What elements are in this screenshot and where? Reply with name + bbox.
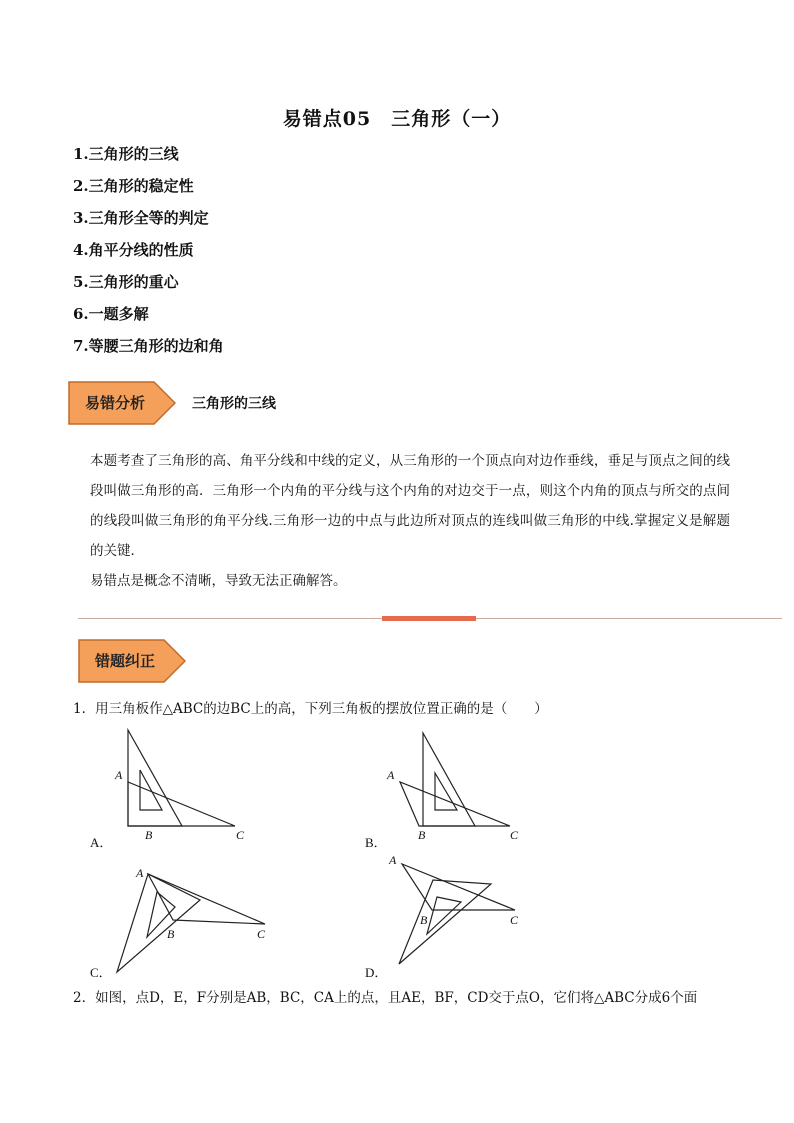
topic-item: 4.角平分线的性质: [73, 241, 194, 259]
figure-option-d: [385, 852, 560, 972]
option-c: C．: [90, 965, 112, 980]
point-label-a: A: [389, 853, 397, 867]
point-label-c: C: [510, 913, 519, 927]
option-b: B．: [365, 835, 387, 850]
analysis-text: [90, 446, 730, 596]
topic-item: 5.三角形的重心: [73, 273, 179, 291]
topic-item: 6.一题多解: [73, 305, 149, 323]
topic-list: [73, 143, 224, 367]
page-title: 易错点05 三角形（一）: [282, 108, 512, 130]
divider-accent: [382, 616, 476, 621]
point-label-b: B: [418, 828, 426, 842]
triangle-abc: [400, 782, 510, 826]
point-label-b: B: [167, 927, 175, 941]
point-label-a: A: [136, 866, 144, 880]
point-label-b: B: [420, 913, 428, 927]
figure-option-c: [105, 862, 280, 977]
section-heading: 三角形的三线: [192, 396, 276, 412]
option-a: A．: [90, 835, 113, 850]
set-square-outer: [128, 730, 182, 826]
point-label-a: A: [115, 768, 123, 782]
topic-item: 3.三角形全等的判定: [73, 209, 209, 227]
set-square-inner: [427, 897, 461, 934]
question-2: 2．如图，点D，E，F分别是AB，BC，CA上的点，且AE，BF，CD交于点O，它们将△ABC分成6个面: [73, 990, 698, 1006]
figure-option-a: [100, 725, 260, 840]
analysis-tag: [68, 381, 176, 425]
analysis-paragraph: 本题考查了三角形的高、角平分线和中线的定义，从三角形的一个顶点向对边作垂线，垂足与顶点之间的线段叫做三角形的高．三角形一个内角的平分线与这个内角的对边交于一点，则这个内角的顶点与所交的点间的线段叫做三角形的角平分线.三角形一边的中点与此边所对顶点的连线叫做三角形的中线.掌握定义是解题的关键．: [90, 453, 730, 559]
option-d: D．: [365, 965, 388, 980]
topic-item: 2.三角形的稳定性: [73, 177, 194, 195]
analysis-tag-label: 易错分析: [84, 394, 145, 412]
correction-tag: [78, 639, 186, 683]
topic-item: 7.等腰三角形的边和角: [73, 337, 224, 355]
question-1: 1．用三角板作△ABC的边BC上的高，下列三角板的摆放位置正确的是（ ）: [73, 701, 548, 717]
triangle-abc: [128, 782, 235, 826]
point-label-c: C: [510, 828, 519, 842]
point-label-c: C: [257, 927, 266, 941]
point-label-b: B: [145, 828, 153, 842]
point-label-a: A: [387, 768, 395, 782]
triangle-abc: [402, 864, 515, 910]
set-square-inner: [140, 770, 162, 810]
figure-option-b: [385, 725, 545, 840]
set-square-outer: [117, 874, 200, 972]
set-square-outer: [399, 880, 491, 964]
set-square-inner: [435, 773, 457, 810]
point-label-c: C: [236, 828, 245, 842]
set-square-outer: [423, 733, 475, 826]
correction-tag-label: 错题纠正: [94, 652, 155, 670]
analysis-paragraph: 易错点是概念不清晰，导致无法正确解答。: [90, 573, 347, 589]
topic-item: 1.三角形的三线: [73, 145, 179, 163]
